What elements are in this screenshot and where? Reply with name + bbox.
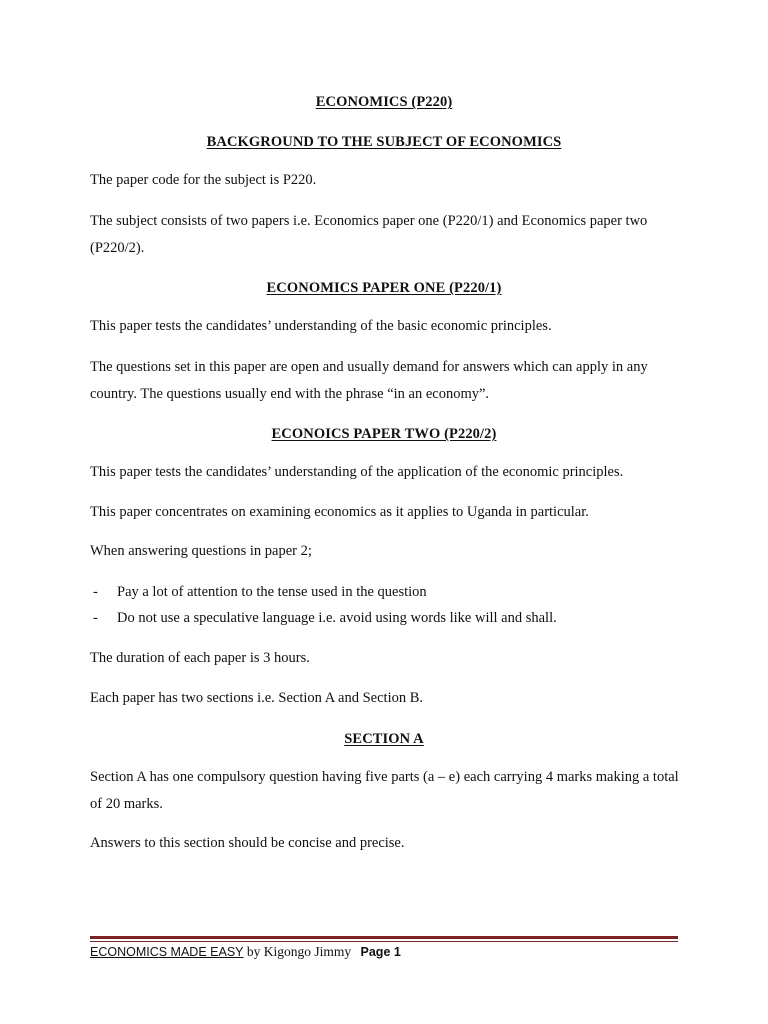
intro-paragraph-2: The subject consists of two papers i.e. Economics paper one (P220/1) and Economics paper two (P220/2). [90,213,648,256]
footer-rule [90,936,678,939]
section-a-heading: SECTION A [344,731,424,747]
paper-two-paragraph-2: This paper concentrates on examining economics as it applies to Uganda in particular. [90,504,589,520]
footer-page-number: Page 1 [360,945,401,959]
footer-rule-thin [90,941,678,942]
bullet-item [93,608,557,628]
document-title: ECONOMICS (P220) [315,94,453,110]
paper-two-paragraph-1: This paper tests the candidates’ understanding of the application of the economic principles. [90,464,624,480]
intro-paragraph-1: The paper code for the subject is P220. [90,172,317,188]
background-heading: BACKGROUND TO THE SUBJECT OF ECONOMICS [206,134,562,150]
section-a-paragraph-2: Answers to this section should be concise and precise. [90,835,405,851]
paper-two-paragraph-3: When answering questions in paper 2; [90,543,312,559]
paper-one-paragraph-2: The questions set in this paper are open and usually demand for answers which can apply in any country. The questions usually end with the phrase “in an economy”. [90,359,648,402]
paper-two-heading: ECONOICS PAPER TWO (P220/2) [271,426,497,442]
sections-paragraph: Each paper has two sections i.e. Section A and Section B. [90,690,424,706]
section-a-paragraph-1: Section A has one compulsory question having five parts (a – e) each carrying 4 marks making a total of 20 marks. [90,769,679,812]
bullet-text: Pay a lot of attention to the tense used in the question [117,584,427,600]
duration-paragraph: The duration of each paper is 3 hours. [90,650,310,666]
bullet-marker: - [93,584,98,600]
paper-one-paragraph-1: This paper tests the candidates’ understanding of the basic economic principles. [90,318,552,334]
footer-author: by Kigongo Jimmy [243,944,355,959]
bullet-marker: - [93,610,98,626]
paper-one-heading: ECONOMICS PAPER ONE (P220/1) [266,280,502,296]
bullet-text: Do not use a speculative language i.e. avoid using words like will and shall. [117,610,557,626]
footer-brand: ECONOMICS MADE EASY [90,945,244,959]
page-footer [90,944,401,960]
bullet-item [93,582,427,602]
